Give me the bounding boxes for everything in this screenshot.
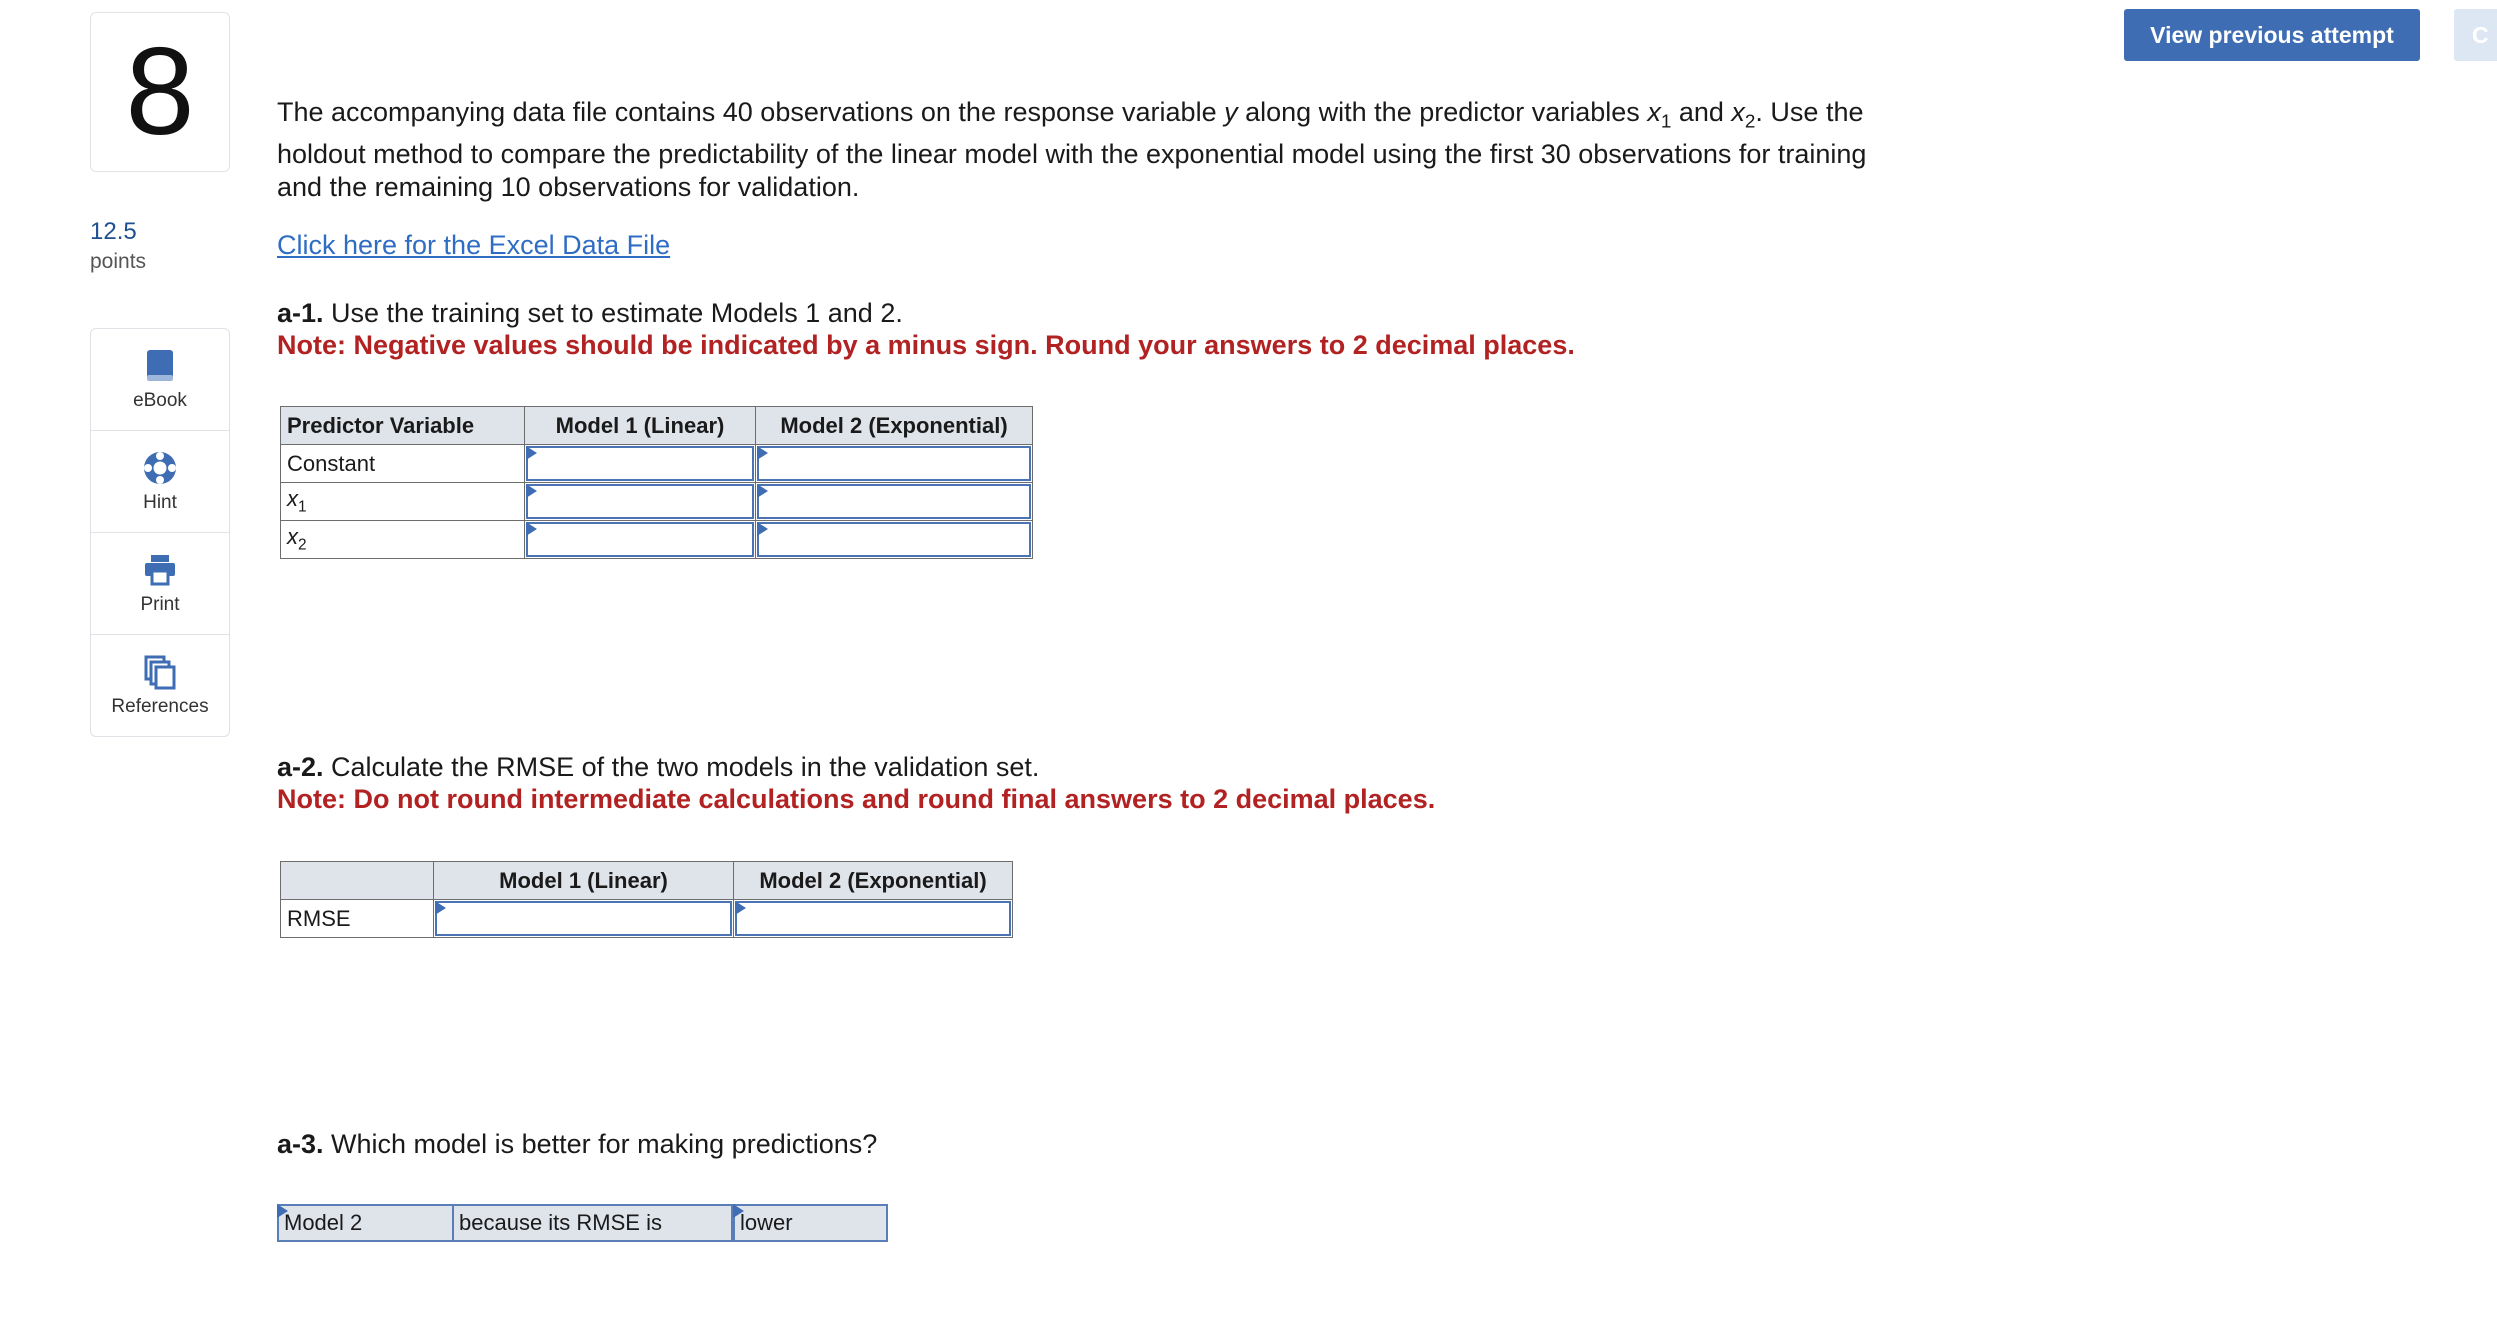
print-button[interactable]	[91, 533, 229, 635]
table-header-row	[281, 407, 1033, 445]
header-model1: Model 1 (Linear)	[525, 407, 756, 445]
hint-button[interactable]	[91, 431, 229, 533]
rmse-header-model2: Model 2 (Exponential)	[734, 862, 1013, 900]
var-x2-sub: 2	[1744, 111, 1756, 133]
part-a3-prompt	[277, 1128, 877, 1160]
rmse-row-label: RMSE	[281, 900, 434, 938]
part-a2-text: Calculate the RMSE of the two models in the validation set.	[323, 752, 1040, 782]
var-x2: x	[1731, 97, 1745, 127]
x1-model2-cell	[756, 483, 1033, 521]
x1-model1-input[interactable]	[526, 484, 754, 519]
question-intro	[277, 96, 1897, 204]
part-a1-prompt	[277, 297, 1575, 361]
tools-panel	[90, 328, 230, 737]
view-previous-attempt-button[interactable]: View previous attempt	[2124, 9, 2420, 61]
model-choice-dropdown[interactable]: Model 2	[277, 1204, 454, 1242]
ebook-button[interactable]	[91, 329, 229, 431]
intro-text-3: and	[1671, 97, 1732, 127]
references-label: References	[111, 695, 209, 717]
rmse-model1-input[interactable]	[435, 901, 732, 936]
question-number: 8	[90, 12, 230, 172]
part-a1-note: Note: Negative values should be indicated by a minus sign. Round your answers to 2 decimal places.	[277, 330, 1575, 360]
var-y: y	[1224, 97, 1238, 127]
edge-button[interactable]	[2454, 9, 2497, 61]
x1-sub: 1	[298, 498, 307, 516]
x2-model1-cell	[525, 521, 756, 559]
constant-model1-input[interactable]	[526, 446, 754, 481]
ebook-label: eBook	[133, 389, 187, 411]
table-row	[281, 900, 1013, 938]
rmse-table	[280, 861, 1013, 938]
constant-model1-cell	[525, 445, 756, 483]
rmse-model2-input[interactable]	[735, 901, 1011, 936]
row-label-x2	[281, 521, 525, 559]
excel-data-link[interactable]: Click here for the Excel Data File	[277, 230, 671, 260]
rmse-header-model1: Model 1 (Linear)	[434, 862, 734, 900]
x2-model2-cell	[756, 521, 1033, 559]
part-a3-text: Which model is better for making predictions?	[323, 1129, 878, 1159]
table-row	[281, 521, 1033, 559]
x1-model2-input[interactable]	[757, 484, 1031, 519]
connector-text: because its RMSE is	[454, 1204, 733, 1242]
table-row	[281, 445, 1033, 483]
lifebuoy-icon	[142, 450, 178, 486]
print-label: Print	[140, 593, 180, 615]
copy-icon	[142, 654, 178, 690]
x2-model2-input[interactable]	[757, 522, 1031, 557]
x2-model1-input[interactable]	[526, 522, 754, 557]
part-a2-prompt	[277, 751, 1435, 815]
constant-model2-cell	[756, 445, 1033, 483]
x2-var: x	[287, 524, 298, 550]
part-a1-label: a-1.	[277, 298, 324, 328]
points-label: points	[90, 250, 147, 273]
row-label-x1	[281, 483, 525, 521]
constant-model2-input[interactable]	[757, 446, 1031, 481]
part-a2-label: a-2.	[277, 752, 324, 782]
references-button[interactable]	[91, 635, 229, 736]
hint-label: Hint	[143, 491, 177, 513]
x1-var: x	[287, 486, 298, 512]
rmse-header-blank	[281, 862, 434, 900]
rmse-model1-cell	[434, 900, 734, 938]
edge-button-label: C	[2472, 21, 2489, 48]
table-row	[281, 483, 1033, 521]
var-x1: x	[1647, 97, 1661, 127]
part-a3-answer-row	[277, 1204, 888, 1242]
intro-text-1: The accompanying data file contains 40 observations on the response variable	[277, 97, 1225, 127]
comparison-dropdown[interactable]: lower	[733, 1204, 888, 1242]
part-a1-text: Use the training set to estimate Models 1 and 2.	[323, 298, 903, 328]
printer-icon	[142, 552, 178, 588]
points-value: 12.5	[90, 218, 137, 245]
model-estimates-table	[280, 406, 1033, 559]
var-x1-sub: 1	[1660, 111, 1672, 133]
part-a3-label: a-3.	[277, 1129, 324, 1159]
x1-model1-cell	[525, 483, 756, 521]
x2-sub: 2	[298, 536, 307, 554]
header-predictor: Predictor Variable	[281, 407, 525, 445]
book-icon	[142, 348, 178, 384]
intro-text-2: along with the predictor variables	[1237, 97, 1648, 127]
intro-text-4: . Use the holdout method to compare the predictability of the linear model with the exponential model using the first 30 observations for training and the remaining 10 observations for validation.	[277, 97, 1867, 203]
header-model2: Model 2 (Exponential)	[756, 407, 1033, 445]
table-header-row	[281, 862, 1013, 900]
part-a2-note: Note: Do not round intermediate calculations and round final answers to 2 decimal places.	[277, 784, 1436, 814]
row-label-constant: Constant	[281, 445, 525, 483]
rmse-model2-cell	[734, 900, 1013, 938]
